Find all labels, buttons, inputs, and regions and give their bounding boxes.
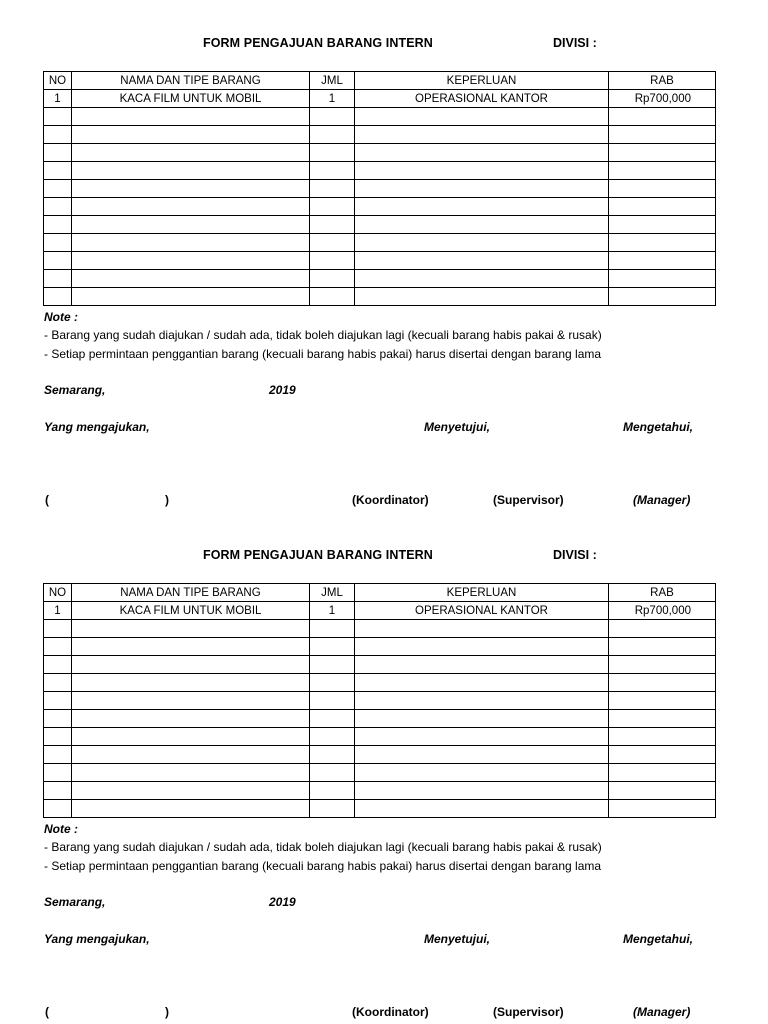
quantity-cell: [310, 656, 355, 674]
table-row: [44, 746, 716, 764]
row-number-cell: 1: [44, 602, 72, 620]
row-number-cell: [44, 710, 72, 728]
rab-cell: [609, 674, 716, 692]
rab-cell: [609, 656, 716, 674]
supervisor-label: (Supervisor): [493, 1005, 564, 1019]
quantity-cell: [310, 288, 355, 306]
quantity-cell: 1: [310, 90, 355, 108]
purpose-cell: OPERASIONAL KANTOR: [355, 602, 609, 620]
header-no: NO: [44, 72, 72, 90]
rab-cell: [609, 252, 716, 270]
quantity-cell: [310, 674, 355, 692]
purpose-cell: [355, 162, 609, 180]
form-title: FORM PENGAJUAN BARANG INTERN: [203, 36, 433, 50]
table-row: [44, 216, 716, 234]
year-label: 2019: [269, 895, 296, 909]
table-row: [44, 162, 716, 180]
row-number-cell: [44, 108, 72, 126]
coordinator-label: (Koordinator): [352, 1005, 429, 1019]
table-row: [44, 126, 716, 144]
rab-cell: [609, 162, 716, 180]
quantity-cell: [310, 620, 355, 638]
rab-cell: [609, 764, 716, 782]
table-row: [44, 800, 716, 818]
table-row: [44, 234, 716, 252]
place-label: Semarang,: [44, 895, 106, 909]
row-number-cell: [44, 288, 72, 306]
purpose-cell: [355, 288, 609, 306]
rab-cell: [609, 746, 716, 764]
purpose-cell: [355, 126, 609, 144]
quantity-cell: [310, 144, 355, 162]
rab-cell: Rp700,000: [609, 602, 716, 620]
row-number-cell: [44, 126, 72, 144]
item-name-cell: [72, 288, 310, 306]
note-line: - Setiap permintaan penggantian barang (kecuali barang habis pakai) harus disertai dengan barang lama: [44, 347, 602, 361]
table-row: [44, 288, 716, 306]
row-number-cell: [44, 234, 72, 252]
note-line: - Barang yang sudah diajukan / sudah ada, tidak boleh diajukan lagi (kecuali barang habis pakai & rusak): [44, 328, 602, 342]
table-header-row: [44, 584, 716, 602]
table-row: [44, 198, 716, 216]
approver-label: Menyetujui,: [424, 420, 491, 434]
purpose-cell: [355, 782, 609, 800]
row-number-cell: [44, 692, 72, 710]
supervisor-label: (Supervisor): [493, 493, 564, 507]
purpose-cell: [355, 198, 609, 216]
row-number-cell: [44, 728, 72, 746]
table-row: [44, 620, 716, 638]
item-name-cell: KACA FILM UNTUK MOBIL: [72, 602, 310, 620]
row-number-cell: [44, 216, 72, 234]
purpose-cell: [355, 108, 609, 126]
row-number-cell: [44, 270, 72, 288]
item-name-cell: [72, 620, 310, 638]
item-name-cell: [72, 198, 310, 216]
note-line: - Setiap permintaan penggantian barang (kecuali barang habis pakai) harus disertai dengan barang lama: [44, 859, 602, 873]
item-name-cell: [72, 638, 310, 656]
purpose-cell: [355, 638, 609, 656]
header-rab: RAB: [609, 72, 716, 90]
applicant-label: Yang mengajukan,: [44, 932, 150, 946]
note-label: Note :: [44, 822, 78, 836]
note-line: - Barang yang sudah diajukan / sudah ada, tidak boleh diajukan lagi (kecuali barang habis pakai & rusak): [44, 840, 602, 854]
table-row: [44, 638, 716, 656]
row-number-cell: [44, 674, 72, 692]
acknowledger-label: Mengetahui,: [623, 420, 694, 434]
item-name-cell: KACA FILM UNTUK MOBIL: [72, 90, 310, 108]
item-name-cell: [72, 782, 310, 800]
purpose-cell: [355, 710, 609, 728]
quantity-cell: [310, 216, 355, 234]
rab-cell: [609, 620, 716, 638]
quantity-cell: [310, 198, 355, 216]
item-name-cell: [72, 162, 310, 180]
purpose-cell: [355, 674, 609, 692]
header-purpose: KEPERLUAN: [355, 72, 609, 90]
quantity-cell: [310, 638, 355, 656]
quantity-cell: [310, 126, 355, 144]
request-form-2: [0, 512, 768, 1024]
item-name-cell: [72, 216, 310, 234]
rab-cell: [609, 782, 716, 800]
division-label: DIVISI :: [553, 36, 597, 50]
item-name-cell: [72, 144, 310, 162]
item-name-cell: [72, 252, 310, 270]
purpose-cell: [355, 234, 609, 252]
item-name-cell: [72, 746, 310, 764]
row-number-cell: [44, 620, 72, 638]
quantity-cell: [310, 270, 355, 288]
manager-label: (Manager): [633, 493, 691, 507]
quantity-cell: [310, 746, 355, 764]
purpose-cell: [355, 252, 609, 270]
purpose-cell: [355, 620, 609, 638]
header-item-name: NAMA DAN TIPE BARANG: [72, 72, 310, 90]
row-number-cell: [44, 764, 72, 782]
year-label: 2019: [269, 383, 296, 397]
rab-cell: [609, 180, 716, 198]
rab-cell: [609, 126, 716, 144]
division-label: DIVISI :: [553, 548, 597, 562]
item-name-cell: [72, 108, 310, 126]
header-item-name: NAMA DAN TIPE BARANG: [72, 584, 310, 602]
row-number-cell: [44, 782, 72, 800]
items-table: [43, 583, 716, 818]
row-number-cell: [44, 144, 72, 162]
table-row: [44, 108, 716, 126]
purpose-cell: [355, 764, 609, 782]
quantity-cell: [310, 252, 355, 270]
acknowledger-label: Mengetahui,: [623, 932, 694, 946]
applicant-name-close-paren: ): [165, 1005, 169, 1019]
rab-cell: [609, 288, 716, 306]
row-number-cell: [44, 252, 72, 270]
table-row: [44, 90, 716, 108]
approver-label: Menyetujui,: [424, 932, 491, 946]
rab-cell: [609, 216, 716, 234]
item-name-cell: [72, 270, 310, 288]
purpose-cell: [355, 656, 609, 674]
note-label: Note :: [44, 310, 78, 324]
row-number-cell: [44, 162, 72, 180]
quantity-cell: [310, 162, 355, 180]
purpose-cell: [355, 180, 609, 198]
table-header-row: [44, 72, 716, 90]
applicant-name-close-paren: ): [165, 493, 169, 507]
header-purpose: KEPERLUAN: [355, 584, 609, 602]
rab-cell: [609, 234, 716, 252]
applicant-label: Yang mengajukan,: [44, 420, 150, 434]
item-name-cell: [72, 728, 310, 746]
table-row: [44, 728, 716, 746]
quantity-cell: [310, 710, 355, 728]
table-row: [44, 252, 716, 270]
purpose-cell: [355, 216, 609, 234]
header-rab: RAB: [609, 584, 716, 602]
item-name-cell: [72, 126, 310, 144]
rab-cell: [609, 800, 716, 818]
purpose-cell: [355, 270, 609, 288]
header-quantity: JML: [310, 584, 355, 602]
quantity-cell: [310, 764, 355, 782]
row-number-cell: [44, 656, 72, 674]
item-name-cell: [72, 692, 310, 710]
quantity-cell: [310, 800, 355, 818]
rab-cell: [609, 692, 716, 710]
place-label: Semarang,: [44, 383, 106, 397]
quantity-cell: [310, 234, 355, 252]
row-number-cell: [44, 198, 72, 216]
rab-cell: [609, 108, 716, 126]
rab-cell: [609, 144, 716, 162]
item-name-cell: [72, 764, 310, 782]
purpose-cell: [355, 144, 609, 162]
item-name-cell: [72, 656, 310, 674]
header-no: NO: [44, 584, 72, 602]
item-name-cell: [72, 180, 310, 198]
row-number-cell: [44, 800, 72, 818]
row-number-cell: [44, 180, 72, 198]
quantity-cell: [310, 692, 355, 710]
table-row: [44, 674, 716, 692]
purpose-cell: [355, 800, 609, 818]
item-name-cell: [72, 674, 310, 692]
rab-cell: [609, 710, 716, 728]
table-row: [44, 710, 716, 728]
applicant-name-open-paren: (: [45, 1005, 49, 1019]
rab-cell: [609, 270, 716, 288]
table-row: [44, 144, 716, 162]
purpose-cell: OPERASIONAL KANTOR: [355, 90, 609, 108]
rab-cell: Rp700,000: [609, 90, 716, 108]
form-title: FORM PENGAJUAN BARANG INTERN: [203, 548, 433, 562]
row-number-cell: 1: [44, 90, 72, 108]
purpose-cell: [355, 746, 609, 764]
quantity-cell: [310, 728, 355, 746]
header-quantity: JML: [310, 72, 355, 90]
item-name-cell: [72, 800, 310, 818]
rab-cell: [609, 728, 716, 746]
quantity-cell: [310, 782, 355, 800]
purpose-cell: [355, 728, 609, 746]
table-row: [44, 602, 716, 620]
quantity-cell: 1: [310, 602, 355, 620]
item-name-cell: [72, 710, 310, 728]
items-table: [43, 71, 716, 306]
table-row: [44, 782, 716, 800]
row-number-cell: [44, 746, 72, 764]
manager-label: (Manager): [633, 1005, 691, 1019]
purpose-cell: [355, 692, 609, 710]
rab-cell: [609, 638, 716, 656]
table-row: [44, 270, 716, 288]
quantity-cell: [310, 108, 355, 126]
item-name-cell: [72, 234, 310, 252]
rab-cell: [609, 198, 716, 216]
quantity-cell: [310, 180, 355, 198]
table-row: [44, 764, 716, 782]
table-row: [44, 692, 716, 710]
coordinator-label: (Koordinator): [352, 493, 429, 507]
applicant-name-open-paren: (: [45, 493, 49, 507]
table-row: [44, 656, 716, 674]
table-row: [44, 180, 716, 198]
row-number-cell: [44, 638, 72, 656]
